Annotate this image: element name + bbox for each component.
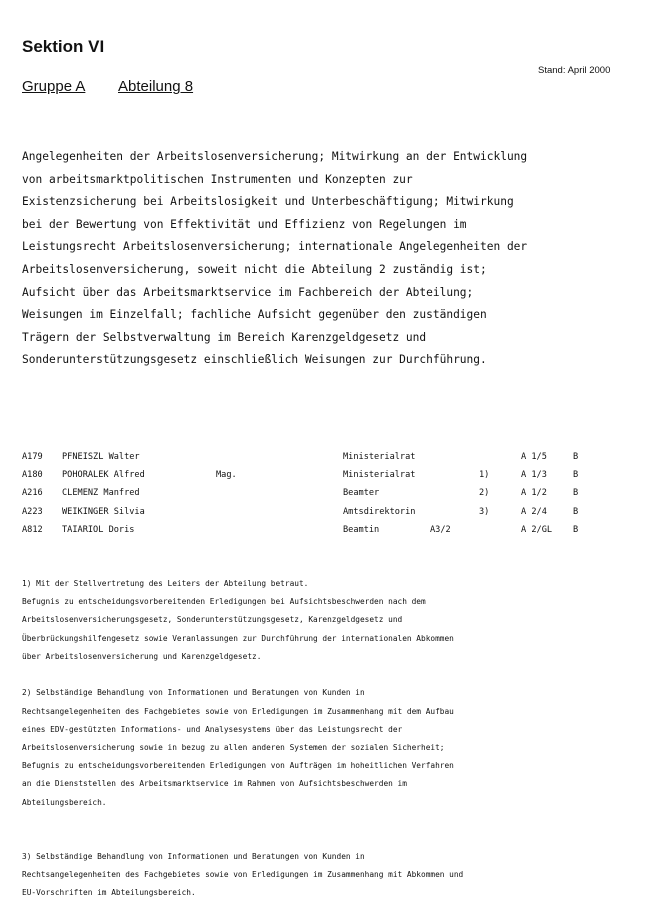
description-line: Trägern der Selbstverwaltung im Bereich Karenzgeldgesetz und [22,330,427,344]
staff-code: A812 [22,524,43,535]
footnote-line: eines EDV-gestützten Informations- und Analysesystems über das Leistungsrecht der [22,724,403,734]
staff-name: CLEMENZ Manfred [62,488,140,499]
staff-title: Mag. [216,470,237,481]
staff-code: A180 [22,470,43,481]
stand-date: Stand: April 2000 [538,65,611,76]
staff-class: A 2/GL [521,524,553,535]
staff-code: A179 [22,452,43,462]
staff-code: A223 [22,506,43,517]
staff-class: A 1/5 [521,452,547,462]
footnote-line: Befugnis zu entscheidungsvorbereitenden Erledigungen bei Aufsichtsbeschwerden nach dem [22,597,426,607]
staff-position: Ministerialrat [343,470,416,481]
staff-row [22,466,622,484]
footnote-line: Rechtsangelegenheiten des Fachgebietes sowie von Erledigungen im Zusammenhang mit Abkommen und [22,870,464,880]
staff-b: B [573,506,579,517]
staff-row [22,503,622,521]
staff-row [22,448,622,466]
description-line: bei der Bewertung von Effektivität und Effizienz von Regelungen im [22,217,467,231]
staff-grade: A3/2 [430,524,451,535]
section-heading: Sektion VI [22,37,105,56]
department-heading: Abteilung 8 [118,78,194,95]
staff-name: WEIKINGER Silvia [62,506,145,517]
staff-position: Beamter [343,488,380,499]
staff-b: B [573,470,579,481]
description-line: Sonderunterstützungsgesetz einschließlich Weisungen zur Durchführung. [22,353,487,367]
staff-b: B [573,524,579,535]
footnote-line: Überbrückungshilfengesetz sowie Veranlassungen zur Durchführung der internationalen Abkommen [22,633,454,643]
footnote-line: Befugnis zu entscheidungsvorbereitenden Erledigungen von Aufträgen im hoheitlichen Verfahren [22,761,454,771]
staff-code: A216 [22,488,43,499]
staff-class: A 1/3 [521,470,547,481]
staff-class: A 2/4 [521,506,547,517]
staff-name: PFNEISZL Walter [62,452,140,462]
staff-row [22,521,622,539]
footnote-line: Arbeitslosenversicherung sowie in bezug zu allen anderen Systemen der sozialen Sicherheit; [22,743,445,752]
description-line: Aufsicht über das Arbeitsmarktservice im Fachbereich der Abteilung; [22,285,474,299]
footnotes [22,575,637,903]
footnote-line: 1) Mit der Stellvertretung des Leiters der Abteilung betraut. [22,579,309,588]
description-line: Existenzsicherung bei Arbeitslosigkeit und Unterbeschäftigung; Mitwirkung [22,195,514,209]
description-line: Leistungsrecht Arbeitslosenversicherung; internationale Angelegenheiten der [22,240,528,254]
staff-note: 2) [479,488,490,499]
footnote-line: Arbeitslosenversicherungsgesetz, Sonderunterstützungsgesetz, Karenzgeldgesetz und [22,615,403,625]
department-description [22,146,637,372]
staff-position: Amtsdirektorin [343,506,416,517]
footnote-spacer [22,666,637,685]
staff-note: 1) [479,470,490,481]
footnote-line: an die Dienststellen des Arbeitsmarktservice im Rahmen von Aufsichtsbeschwerden im [22,779,407,789]
footnote-line: 3) Selbständige Behandlung von Informationen und Beratungen von Kunden in [22,851,365,861]
staff-class: A 1/2 [521,488,547,499]
description-line: Weisungen im Einzelfall; fachliche Aufsicht gegenüber den zuständigen [22,308,487,322]
footnote-spacer [22,812,637,848]
footnote-line: Rechtsangelegenheiten des Fachgebietes sowie von Erledigungen im Zusammenhang mit dem Aufbau [22,706,454,716]
staff-position: Ministerialrat [343,452,416,462]
staff-b: B [573,452,579,462]
staff-name: POHORALEK Alfred [62,470,145,481]
footnote-line: Abteilungsbereich. [22,797,107,807]
group-heading: Gruppe A [22,78,86,95]
footnote-line: über Arbeitslosenversicherung und Karenzgeldgesetz. [22,651,262,661]
staff-row [22,484,622,502]
description-line: von arbeitsmarktpolitischen Instrumenten und Konzepten zur [22,172,413,186]
staff-list [22,448,622,539]
staff-name: TAIARIOL Doris [62,524,135,535]
description-line: Angelegenheiten der Arbeitslosenversicherung; Mitwirkung an der Entwicklung [22,150,528,163]
description-line: Arbeitslosenversicherung, soweit nicht die Abteilung 2 zuständig ist; [22,262,487,276]
staff-b: B [573,488,579,499]
staff-note: 3) [479,506,490,517]
footnote-line: EU-Vorschriften im Abteilungsbereich. [22,888,196,898]
footnote-line: 2) Selbständige Behandlung von Informationen und Beratungen von Kunden in [22,688,365,698]
staff-position: Beamtin [343,524,380,535]
